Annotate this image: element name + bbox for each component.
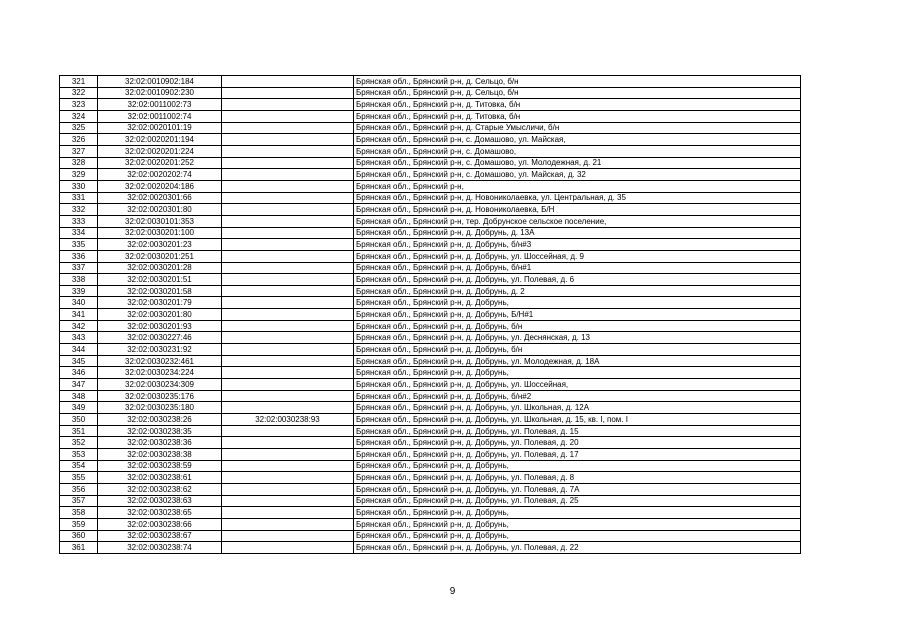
page-number: 9: [449, 586, 456, 597]
linked-cadastral-number-cell: [222, 472, 354, 484]
table-row: [60, 344, 801, 356]
address-cell: Брянская обл., Брянский р-н, д. Добрунь, б/н#1: [354, 262, 801, 274]
table-row: [60, 460, 801, 472]
row-number-cell: 330: [60, 180, 98, 192]
cadastral-number-cell: 32:02:0030227:46: [98, 332, 222, 344]
linked-cadastral-number-cell: [222, 274, 354, 286]
cadastral-number-cell: 32:02:0030238:36: [98, 437, 222, 449]
address-cell: Брянская обл., Брянский р-н, д. Добрунь, ул. Полевая, д. 17: [354, 449, 801, 461]
cadastral-number-cell: 32:02:0030238:26: [98, 414, 222, 426]
linked-cadastral-number-cell: [222, 309, 354, 321]
property-table: [59, 75, 801, 554]
address-cell: Брянская обл., Брянский р-н, д. Добрунь,: [354, 530, 801, 542]
address-cell: Брянская обл., Брянский р-н, д. Добрунь, ул. Полевая, д. 8: [354, 472, 801, 484]
cadastral-number-cell: 32:02:0011002:73: [98, 99, 222, 111]
linked-cadastral-number-cell: [222, 169, 354, 181]
linked-cadastral-number-cell: [222, 460, 354, 472]
cadastral-number-cell: 32:02:0020101:19: [98, 122, 222, 134]
linked-cadastral-number-cell: [222, 483, 354, 495]
address-cell: Брянская обл., Брянский р-н, д. Добрунь, ул. Шоссейная, д. 9: [354, 250, 801, 262]
table-row: [60, 542, 801, 554]
linked-cadastral-number-cell: [222, 215, 354, 227]
cadastral-number-cell: 32:02:0030231:92: [98, 344, 222, 356]
cadastral-number-cell: 32:02:0030238:67: [98, 530, 222, 542]
table-row: [60, 483, 801, 495]
row-number-cell: 328: [60, 157, 98, 169]
row-number-cell: 345: [60, 355, 98, 367]
row-number-cell: 327: [60, 145, 98, 157]
table-row: [60, 192, 801, 204]
row-number-cell: 351: [60, 425, 98, 437]
linked-cadastral-number-cell: [222, 134, 354, 146]
cadastral-number-cell: 32:02:0030238:74: [98, 542, 222, 554]
table-row: [60, 250, 801, 262]
address-cell: Брянская обл., Брянский р-н, д. Титовка, б/н: [354, 99, 801, 111]
row-number-cell: 349: [60, 402, 98, 414]
cadastral-number-cell: 32:02:0030234:309: [98, 379, 222, 391]
cadastral-number-cell: 32:02:0030232:461: [98, 355, 222, 367]
table-row: [60, 204, 801, 216]
linked-cadastral-number-cell: [222, 192, 354, 204]
row-number-cell: 355: [60, 472, 98, 484]
table-row: [60, 157, 801, 169]
address-cell: Брянская обл., Брянский р-н, д. Добрунь,: [354, 367, 801, 379]
cadastral-number-cell: 32:02:0030201:80: [98, 309, 222, 321]
linked-cadastral-number-cell: [222, 355, 354, 367]
table-row: [60, 320, 801, 332]
row-number-cell: 354: [60, 460, 98, 472]
cadastral-number-cell: 32:02:0030201:251: [98, 250, 222, 262]
row-number-cell: 352: [60, 437, 98, 449]
address-cell: Брянская обл., Брянский р-н, д. Добрунь, ул. Школьная, д. 12А: [354, 402, 801, 414]
table-row: [60, 530, 801, 542]
cadastral-number-cell: 32:02:0030238:38: [98, 449, 222, 461]
table-row: [60, 76, 801, 88]
row-number-cell: 350: [60, 414, 98, 426]
row-number-cell: 360: [60, 530, 98, 542]
row-number-cell: 325: [60, 122, 98, 134]
linked-cadastral-number-cell: [222, 262, 354, 274]
address-cell: Брянская обл., Брянский р-н, с. Домашово, ул. Молодежная, д. 21: [354, 157, 801, 169]
cadastral-number-cell: 32:02:0020202:74: [98, 169, 222, 181]
row-number-cell: 359: [60, 518, 98, 530]
address-cell: Брянская обл., Брянский р-н, д. Добрунь, д. 13А: [354, 227, 801, 239]
table-row: [60, 180, 801, 192]
table-row: [60, 145, 801, 157]
table-row: [60, 134, 801, 146]
table-row: [60, 367, 801, 379]
address-cell: Брянская обл., Брянский р-н, д. Добрунь, б/н: [354, 320, 801, 332]
address-cell: Брянская обл., Брянский р-н, д. Новониколаевка, ул. Центральная, д. 35: [354, 192, 801, 204]
row-number-cell: 342: [60, 320, 98, 332]
linked-cadastral-number-cell: [222, 495, 354, 507]
cadastral-number-cell: 32:02:0030201:23: [98, 239, 222, 251]
linked-cadastral-number-cell: [222, 507, 354, 519]
linked-cadastral-number-cell: [222, 76, 354, 88]
linked-cadastral-number-cell: [222, 344, 354, 356]
address-cell: Брянская обл., Брянский р-н, д. Сельцо, б/н: [354, 76, 801, 88]
linked-cadastral-number-cell: [222, 425, 354, 437]
address-cell: Брянская обл., Брянский р-н, д. Добрунь,: [354, 297, 801, 309]
row-number-cell: 356: [60, 483, 98, 495]
address-cell: Брянская обл., Брянский р-н, тер. Добрунское сельское поселение,: [354, 215, 801, 227]
linked-cadastral-number-cell: [222, 449, 354, 461]
linked-cadastral-number-cell: [222, 250, 354, 262]
cadastral-number-cell: 32:02:0030201:100: [98, 227, 222, 239]
address-cell: Брянская обл., Брянский р-н, д. Добрунь, ул. Шоссейная,: [354, 379, 801, 391]
cadastral-number-cell: 32:02:0020201:224: [98, 145, 222, 157]
cadastral-number-cell: 32:02:0011002:74: [98, 110, 222, 122]
cadastral-number-cell: 32:02:0030238:59: [98, 460, 222, 472]
address-cell: Брянская обл., Брянский р-н, д. Добрунь, ул. Полевая, д. 7А: [354, 483, 801, 495]
row-number-cell: 338: [60, 274, 98, 286]
row-number-cell: 321: [60, 76, 98, 88]
linked-cadastral-number-cell: [222, 379, 354, 391]
row-number-cell: 335: [60, 239, 98, 251]
row-number-cell: 323: [60, 99, 98, 111]
table-row: [60, 87, 801, 99]
row-number-cell: 329: [60, 169, 98, 181]
table-row: [60, 379, 801, 391]
address-cell: Брянская обл., Брянский р-н, д. Добрунь,: [354, 460, 801, 472]
row-number-cell: 326: [60, 134, 98, 146]
cadastral-number-cell: 32:02:0030235:176: [98, 390, 222, 402]
address-cell: Брянская обл., Брянский р-н, д. Старые Умысличи, б/н: [354, 122, 801, 134]
table-row: [60, 262, 801, 274]
linked-cadastral-number-cell: [222, 390, 354, 402]
address-cell: Брянская обл., Брянский р-н, д. Добрунь, ул. Полевая, д. 15: [354, 425, 801, 437]
linked-cadastral-number-cell: [222, 542, 354, 554]
cadastral-number-cell: 32:02:0020204:186: [98, 180, 222, 192]
address-cell: Брянская обл., Брянский р-н, д. Добрунь, ул. Полевая, д. 22: [354, 542, 801, 554]
cadastral-number-cell: 32:02:0010902:230: [98, 87, 222, 99]
address-cell: Брянская обл., Брянский р-н, д. Добрунь, ул. Школьная, д. 15, кв. I, пом. I: [354, 414, 801, 426]
address-cell: Брянская обл., Брянский р-н, д. Титовка, б/н: [354, 110, 801, 122]
row-number-cell: 332: [60, 204, 98, 216]
row-number-cell: 324: [60, 110, 98, 122]
linked-cadastral-number-cell: [222, 285, 354, 297]
linked-cadastral-number-cell: [222, 518, 354, 530]
address-cell: Брянская обл., Брянский р-н, д. Добрунь, ул. Полевая, д. 6: [354, 274, 801, 286]
row-number-cell: 358: [60, 507, 98, 519]
address-cell: Брянская обл., Брянский р-н,: [354, 180, 801, 192]
address-cell: Брянская обл., Брянский р-н, д. Добрунь, ул. Деснянская, д. 13: [354, 332, 801, 344]
row-number-cell: 336: [60, 250, 98, 262]
row-number-cell: 344: [60, 344, 98, 356]
address-cell: Брянская обл., Брянский р-н, д. Добрунь, б/н: [354, 344, 801, 356]
address-cell: Брянская обл., Брянский р-н, д. Добрунь,: [354, 507, 801, 519]
linked-cadastral-number-cell: [222, 437, 354, 449]
linked-cadastral-number-cell: [222, 239, 354, 251]
table-body: [60, 76, 801, 554]
address-cell: Брянская обл., Брянский р-н, д. Добрунь, ул. Полевая, д. 25: [354, 495, 801, 507]
linked-cadastral-number-cell: [222, 367, 354, 379]
row-number-cell: 348: [60, 390, 98, 402]
cadastral-number-cell: 32:02:0030238:66: [98, 518, 222, 530]
linked-cadastral-number-cell: 32:02:0030238:93: [222, 414, 354, 426]
address-cell: Брянская обл., Брянский р-н, д. Добрунь,: [354, 518, 801, 530]
row-number-cell: 361: [60, 542, 98, 554]
linked-cadastral-number-cell: [222, 227, 354, 239]
cadastral-number-cell: 32:02:0030238:63: [98, 495, 222, 507]
cadastral-number-cell: 32:02:0030234:224: [98, 367, 222, 379]
cadastral-number-cell: 32:02:0020301:80: [98, 204, 222, 216]
address-cell: Брянская обл., Брянский р-н, д. Добрунь, д. 2: [354, 285, 801, 297]
table-row: [60, 437, 801, 449]
linked-cadastral-number-cell: [222, 110, 354, 122]
table-row: [60, 309, 801, 321]
table-row: [60, 110, 801, 122]
linked-cadastral-number-cell: [222, 530, 354, 542]
linked-cadastral-number-cell: [222, 145, 354, 157]
table-row: [60, 402, 801, 414]
address-cell: Брянская обл., Брянский р-н, д. Добрунь, б/н#2: [354, 390, 801, 402]
row-number-cell: 346: [60, 367, 98, 379]
address-cell: Брянская обл., Брянский р-н, д. Сельцо, б/н: [354, 87, 801, 99]
address-cell: Брянская обл., Брянский р-н, д. Добрунь, Б/Н#1: [354, 309, 801, 321]
table-row: [60, 297, 801, 309]
cadastral-number-cell: 32:02:0020201:194: [98, 134, 222, 146]
table-row: [60, 507, 801, 519]
table-row: [60, 99, 801, 111]
row-number-cell: 353: [60, 449, 98, 461]
table-row: [60, 355, 801, 367]
row-number-cell: 339: [60, 285, 98, 297]
table-row: [60, 449, 801, 461]
linked-cadastral-number-cell: [222, 402, 354, 414]
linked-cadastral-number-cell: [222, 297, 354, 309]
address-cell: Брянская обл., Брянский р-н, д. Добрунь, б/н#3: [354, 239, 801, 251]
row-number-cell: 341: [60, 309, 98, 321]
linked-cadastral-number-cell: [222, 122, 354, 134]
table-row: [60, 414, 801, 426]
cadastral-number-cell: 32:02:0030238:65: [98, 507, 222, 519]
table-row: [60, 169, 801, 181]
address-cell: Брянская обл., Брянский р-н, с. Домашово, ул. Майская,: [354, 134, 801, 146]
table-row: [60, 390, 801, 402]
table-row: [60, 472, 801, 484]
row-number-cell: 337: [60, 262, 98, 274]
cadastral-number-cell: 32:02:0030201:93: [98, 320, 222, 332]
cadastral-number-cell: 32:02:0030238:62: [98, 483, 222, 495]
address-cell: Брянская обл., Брянский р-н, д. Добрунь, ул. Молодежная, д. 18А: [354, 355, 801, 367]
row-number-cell: 357: [60, 495, 98, 507]
table-row: [60, 425, 801, 437]
cadastral-number-cell: 32:02:0030201:58: [98, 285, 222, 297]
row-number-cell: 333: [60, 215, 98, 227]
table-row: [60, 239, 801, 251]
cadastral-number-cell: 32:02:0030101:353: [98, 215, 222, 227]
table-row: [60, 285, 801, 297]
table-row: [60, 274, 801, 286]
linked-cadastral-number-cell: [222, 320, 354, 332]
table-row: [60, 332, 801, 344]
address-cell: Брянская обл., Брянский р-н, д. Новониколаевка, Б/Н: [354, 204, 801, 216]
address-cell: Брянская обл., Брянский р-н, д. Добрунь, ул. Полевая, д. 20: [354, 437, 801, 449]
cadastral-number-cell: 32:02:0030201:28: [98, 262, 222, 274]
address-cell: Брянская обл., Брянский р-н, с. Домашово,: [354, 145, 801, 157]
table-row: [60, 122, 801, 134]
linked-cadastral-number-cell: [222, 87, 354, 99]
cadastral-number-cell: 32:02:0010902:184: [98, 76, 222, 88]
row-number-cell: 322: [60, 87, 98, 99]
cadastral-number-cell: 32:02:0020301:66: [98, 192, 222, 204]
table-row: [60, 518, 801, 530]
row-number-cell: 347: [60, 379, 98, 391]
cadastral-number-cell: 32:02:0030201:79: [98, 297, 222, 309]
linked-cadastral-number-cell: [222, 332, 354, 344]
cadastral-number-cell: 32:02:0030238:35: [98, 425, 222, 437]
linked-cadastral-number-cell: [222, 180, 354, 192]
cadastral-number-cell: 32:02:0030235:180: [98, 402, 222, 414]
table-row: [60, 227, 801, 239]
table-row: [60, 495, 801, 507]
row-number-cell: 334: [60, 227, 98, 239]
linked-cadastral-number-cell: [222, 157, 354, 169]
address-cell: Брянская обл., Брянский р-н, с. Домашово, ул. Майская, д. 32: [354, 169, 801, 181]
table-row: [60, 215, 801, 227]
linked-cadastral-number-cell: [222, 204, 354, 216]
row-number-cell: 343: [60, 332, 98, 344]
linked-cadastral-number-cell: [222, 99, 354, 111]
cadastral-number-cell: 32:02:0030238:61: [98, 472, 222, 484]
cadastral-number-cell: 32:02:0020201:252: [98, 157, 222, 169]
cadastral-number-cell: 32:02:0030201:51: [98, 274, 222, 286]
row-number-cell: 340: [60, 297, 98, 309]
row-number-cell: 331: [60, 192, 98, 204]
